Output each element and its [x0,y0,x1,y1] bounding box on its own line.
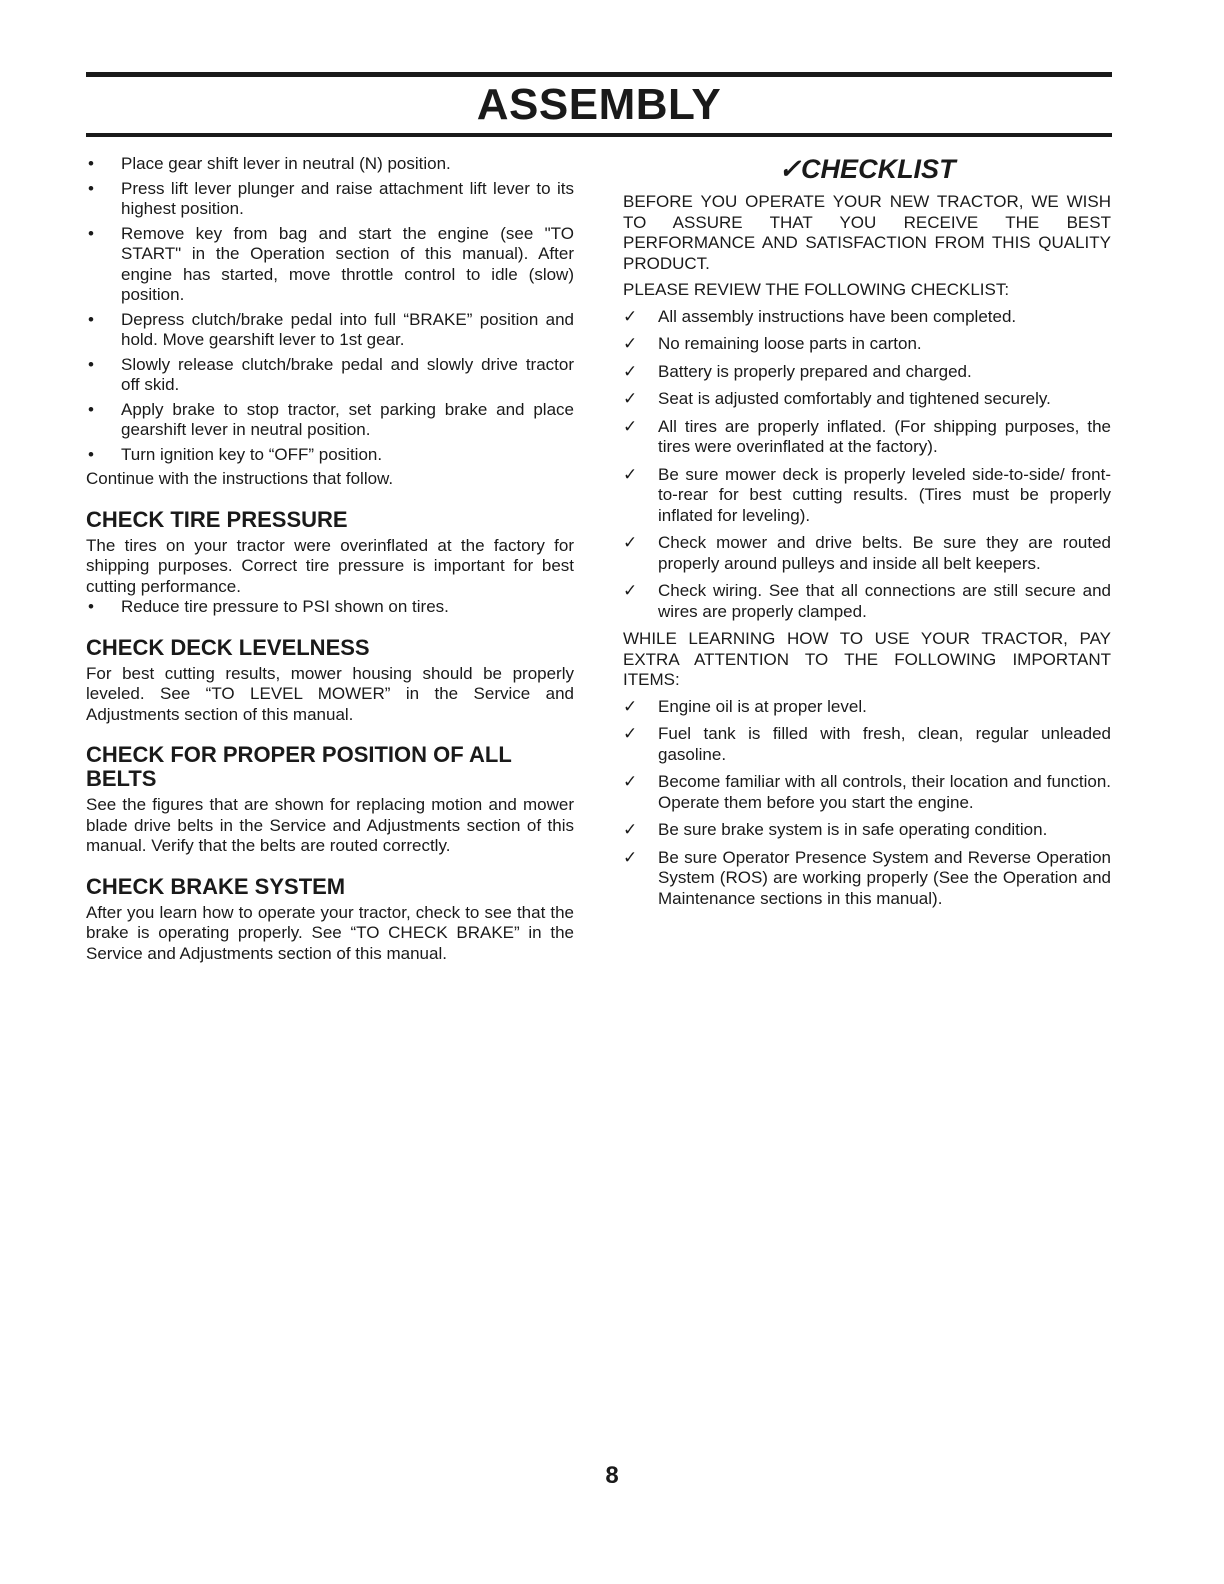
checklist-item-text: Be sure Operator Presence System and Reverse Operation System (ROS) are working properly (See the Operation and Maintenance sections in this manual). [658,847,1111,908]
brake-heading: CHECK BRAKE SYSTEM [86,873,346,899]
check-mark-icon: ✓ [623,334,638,353]
checklist-item-text: Be sure brake system is in safe operating condition. [658,820,1048,839]
list-item: • Press lift lever plunger and raise attachment lift lever to its highest position. [86,179,574,220]
list-item: • Slowly release clutch/brake pedal and slowly drive tractor off skid. [86,355,574,396]
checklist-item [623,581,1111,622]
check-mark-icon: ✓ [623,696,638,716]
intro-bullet-list [86,154,574,465]
check-mark-icon: ✓ [623,533,638,552]
page-title: ASSEMBLY [476,80,722,129]
checklist-item-text: Become familiar with all controls, their location and function. Operate them before you start the engine. [658,772,1111,812]
page-number: 8 [605,1462,619,1489]
list-item: • Place gear shift lever in neutral (N) position. [86,154,574,175]
tire-pressure-body: The tires on your tractor were overinflated at the factory for shipping purposes. Correct tire pressure is important for best cutting performance. [86,535,574,596]
check-mark-icon: ✓ [623,416,638,436]
checklist-item-text: Check mower and drive belts. Be sure they are routed properly around pulleys and inside all belt keepers. [658,533,1111,573]
checklist-intro: BEFORE YOU OPERATE YOUR NEW TRACTOR, WE WISH TO ASSURE THAT YOU RECEIVE THE BEST PERFORMANCE AND SATISFACTION FROM THIS QUALITY PRODUCT. [623,192,1111,273]
header-rule-bottom [86,133,1112,137]
checklist-item [623,334,1111,355]
check-mark-icon: ✓ [623,820,638,839]
check-mark-icon: ✓ [623,464,638,484]
checklist-before [623,307,1111,623]
tire-pressure-heading: CHECK TIRE PRESSURE [86,506,348,532]
review-label: PLEASE REVIEW THE FOLLOWING CHECKLIST: [623,280,1010,299]
list-item: • Turn ignition key to “OFF” position. [86,445,574,466]
checklist-item [623,417,1111,458]
deck-levelness-body: For best cutting results, mower housing should be properly leveled. See “TO LEVEL MOWER” in the Service and Adjustments section of this manual. [86,663,574,724]
checklist-item [623,307,1111,328]
checklist-item-text: Seat is adjusted comfortably and tightened securely. [658,389,1051,408]
checklist-item-text: Check wiring. See that all connections are still secure and wires are properly clamped. [658,581,1111,621]
check-mark-icon: ✓ [623,847,638,867]
checklist-item-text: Be sure mower deck is properly leveled side-to-side/ front-to-rear for best cutting results. (Tires must be properly inflated for leveling). [658,464,1111,525]
list-item: • Remove key from bag and start the engine (see "TO START" in the Operation section of this manual). After engine has started, move throttle control to idle (slow) position. [86,224,574,306]
checklist-item [623,362,1111,383]
checklist-title: ✓CHECKLIST [778,154,956,184]
left-column [86,154,574,964]
brake-body: After you learn how to operate your tractor, check to see that the brake is operating properly. See “TO CHECK BRAKE” in the Service and Adjustments section of this manual. [86,902,574,963]
belts-section [86,743,574,857]
checklist-item [623,465,1111,527]
continue-text: Continue with the instructions that follow. [86,469,394,488]
check-mark-icon: ✓ [623,389,638,408]
checklist-item-text: Engine oil is at proper level. [658,696,867,716]
belts-heading: CHECK FOR PROPER POSITION OF ALL BELTS [86,742,512,791]
checklist-while [623,697,1111,910]
check-mark-icon: ✓ [623,306,638,326]
checklist-item-text: All tires are properly inflated. (For shipping purposes, the tires were overinflated at the factory). [658,416,1111,456]
list-item: • Depress clutch/brake pedal into full “BRAKE” position and hold. Move gearshift lever to 1st gear. [86,310,574,351]
checklist-item [623,697,1111,718]
belts-body: See the figures that are shown for replacing motion and mower blade drive belts in the Service and Adjustments section of this manual. Verify that the belts are routed correctly. [86,795,574,855]
check-mark-icon: ✓ [623,724,638,743]
checklist-item [623,724,1111,765]
checklist-item [623,848,1111,910]
checklist-item-text: No remaining loose parts in carton. [658,334,922,353]
check-mark-icon: ✓ [623,581,638,600]
header-rule-top [86,72,1112,77]
checklist-item [623,772,1111,813]
check-mark-icon: ✓ [623,361,638,381]
check-mark-icon: ✓ [623,772,638,791]
right-column [623,154,1111,916]
checklist-item-text: Fuel tank is filled with fresh, clean, regular unleaded gasoline. [658,724,1111,764]
list-item: • Apply brake to stop tractor, set parking brake and place gearshift lever in neutral position. [86,400,574,441]
checklist-item [623,533,1111,574]
brake-section [86,875,574,965]
deck-levelness-heading: CHECK DECK LEVELNESS [86,634,370,660]
tire-pressure-section [86,508,574,618]
list-item: • Reduce tire pressure to PSI shown on tires. [86,597,574,618]
deck-levelness-section [86,636,574,726]
checklist-item [623,389,1111,410]
checklist-item-text: All assembly instructions have been completed. [658,306,1017,326]
while-learning-label: WHILE LEARNING HOW TO USE YOUR TRACTOR, PAY EXTRA ATTENTION TO THE FOLLOWING IMPORTANT ITEMS: [623,629,1111,689]
tire-bullet-list [86,597,574,618]
checklist-item [623,820,1111,841]
checklist-item-text: Battery is properly prepared and charged. [658,361,972,381]
